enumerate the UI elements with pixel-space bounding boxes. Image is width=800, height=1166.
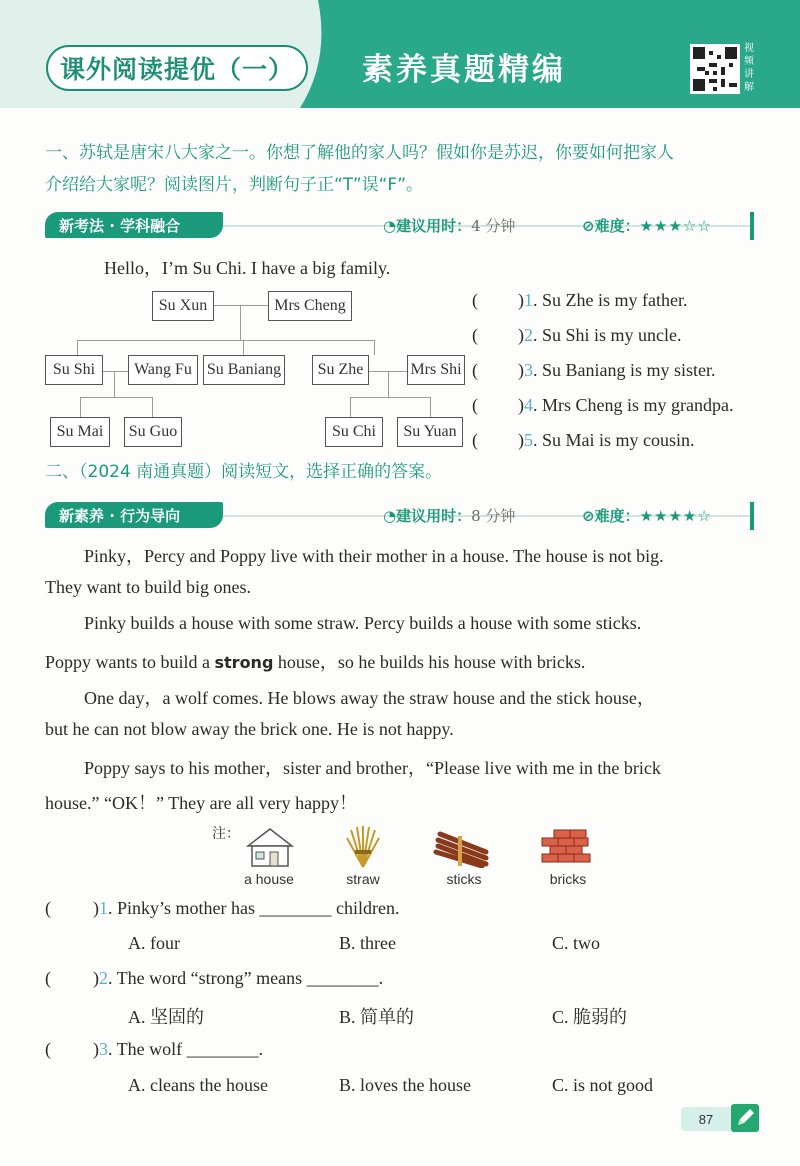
passage-line: Pinky，Percy and Poppy live with their mother in a house. The house is not big. bbox=[84, 546, 664, 566]
note-label: 注： bbox=[212, 826, 240, 842]
house-icon bbox=[244, 826, 296, 868]
tag-new-exam-method: 新考法 · 学科融合 bbox=[45, 212, 223, 238]
list-item[interactable]: ( )1. Su Zhe is my father. bbox=[472, 290, 688, 310]
option-c[interactable]: C. 脆弱的 bbox=[552, 1007, 628, 1027]
suggested-time: ◔建议用时：8 分钟 bbox=[383, 507, 516, 525]
passage-line: Poppy wants to build a strong house，so he builds his house with bricks. bbox=[45, 652, 586, 672]
tag-new-literacy: 新素养 · 行为导向 bbox=[45, 502, 223, 528]
page-title: 素养真题精编 bbox=[362, 52, 566, 88]
qr-video-label: 视频讲解 bbox=[744, 43, 754, 93]
qr-code-icon[interactable] bbox=[690, 44, 740, 94]
picture-label-straw: straw bbox=[346, 871, 380, 887]
picture-label-house: a house bbox=[244, 871, 294, 887]
option-b[interactable]: B. loves the house bbox=[339, 1075, 471, 1095]
check-circle-icon: ⊘ bbox=[582, 217, 595, 235]
difficulty-stars: ★★★★☆ bbox=[639, 507, 712, 525]
clock-icon: ◔ bbox=[383, 217, 397, 235]
passage-line: Poppy says to his mother，sister and brother，“Please live with me in the brick bbox=[84, 758, 661, 778]
passage-line: They want to build big ones. bbox=[45, 577, 251, 597]
tree-node-mrs-cheng: Mrs Cheng bbox=[268, 291, 352, 321]
tree-node-su-shi: Su Shi bbox=[45, 355, 103, 385]
list-item[interactable]: ( )4. Mrs Cheng is my grandpa. bbox=[472, 395, 734, 415]
question-1[interactable]: ( )1. Pinky’s mother has ________ children. bbox=[45, 898, 400, 918]
check-circle-icon: ⊘ bbox=[582, 507, 595, 525]
tree-node-su-xun: Su Xun bbox=[152, 291, 214, 321]
option-c[interactable]: C. two bbox=[552, 933, 601, 953]
difficulty-stars: ★★★☆☆ bbox=[639, 217, 712, 235]
tree-node-su-yuan: Su Yuan bbox=[397, 417, 463, 447]
pencil-icon bbox=[731, 1104, 759, 1132]
section-title-badge: 课外阅读提优（一） bbox=[46, 45, 308, 91]
tree-node-su-guo: Su Guo bbox=[124, 417, 182, 447]
straw-icon bbox=[343, 824, 383, 868]
question-2-heading: 二、（2024 南通真题）阅读短文，选择正确的答案。 bbox=[45, 462, 443, 482]
keyword-strong: strong bbox=[214, 653, 274, 672]
difficulty: ⊘难度：★★★★☆ bbox=[582, 507, 712, 525]
option-c[interactable]: C. is not good bbox=[552, 1075, 654, 1095]
question-1-heading-line2: 介绍给大家呢？阅读图片，判断句子正“T”误“F”。 bbox=[45, 175, 424, 195]
clock-icon: ◔ bbox=[383, 507, 397, 525]
option-a[interactable]: A. four bbox=[128, 933, 180, 953]
question-2[interactable]: ( )2. The word “strong” means ________. bbox=[45, 968, 384, 988]
passage-line: Pinky builds a house with some straw. Percy builds a house with some sticks. bbox=[84, 613, 642, 633]
option-a[interactable]: A. 坚固的 bbox=[128, 1007, 204, 1027]
accent-bar bbox=[750, 502, 754, 530]
intro-sentence: Hello，I’m Su Chi. I have a big family. bbox=[104, 258, 391, 278]
picture-label-bricks: bricks bbox=[549, 871, 587, 887]
tree-node-su-mai: Su Mai bbox=[50, 417, 110, 447]
passage-line: but he can not blow away the brick one. He is not happy. bbox=[45, 719, 454, 739]
tree-node-su-chi: Su Chi bbox=[325, 417, 383, 447]
page-number: 87 bbox=[681, 1107, 731, 1131]
option-b[interactable]: B. 简单的 bbox=[339, 1007, 415, 1027]
passage-line: One day，a wolf comes. He blows away the straw house and the stick house， bbox=[84, 688, 655, 708]
difficulty: ⊘难度：★★★☆☆ bbox=[582, 217, 712, 235]
list-item[interactable]: ( )2. Su Shi is my uncle. bbox=[472, 325, 682, 345]
bricks-icon bbox=[540, 828, 592, 868]
list-item[interactable]: ( )5. Su Mai is my cousin. bbox=[472, 430, 695, 450]
passage-line: house.” “OK！” They are all very happy！ bbox=[45, 793, 358, 813]
list-item[interactable]: ( )3. Su Baniang is my sister. bbox=[472, 360, 716, 380]
tree-node-su-baniang: Su Baniang bbox=[203, 355, 285, 385]
sticks-icon bbox=[432, 828, 492, 868]
option-b[interactable]: B. three bbox=[339, 933, 396, 953]
question-3[interactable]: ( )3. The wolf ________. bbox=[45, 1039, 264, 1059]
picture-label-sticks: sticks bbox=[446, 871, 482, 887]
option-a[interactable]: A. cleans the house bbox=[128, 1075, 268, 1095]
tree-node-su-zhe: Su Zhe bbox=[312, 355, 369, 385]
question-1-heading-line1: 一、苏轼是唐宋八大家之一。你想了解他的家人吗？假如你是苏迟，你要如何把家人 bbox=[45, 143, 674, 163]
accent-bar bbox=[750, 212, 754, 240]
tree-node-wang-fu: Wang Fu bbox=[128, 355, 198, 385]
tree-node-mrs-shi: Mrs Shi bbox=[407, 355, 465, 385]
suggested-time: ◔建议用时：4 分钟 bbox=[383, 217, 516, 235]
